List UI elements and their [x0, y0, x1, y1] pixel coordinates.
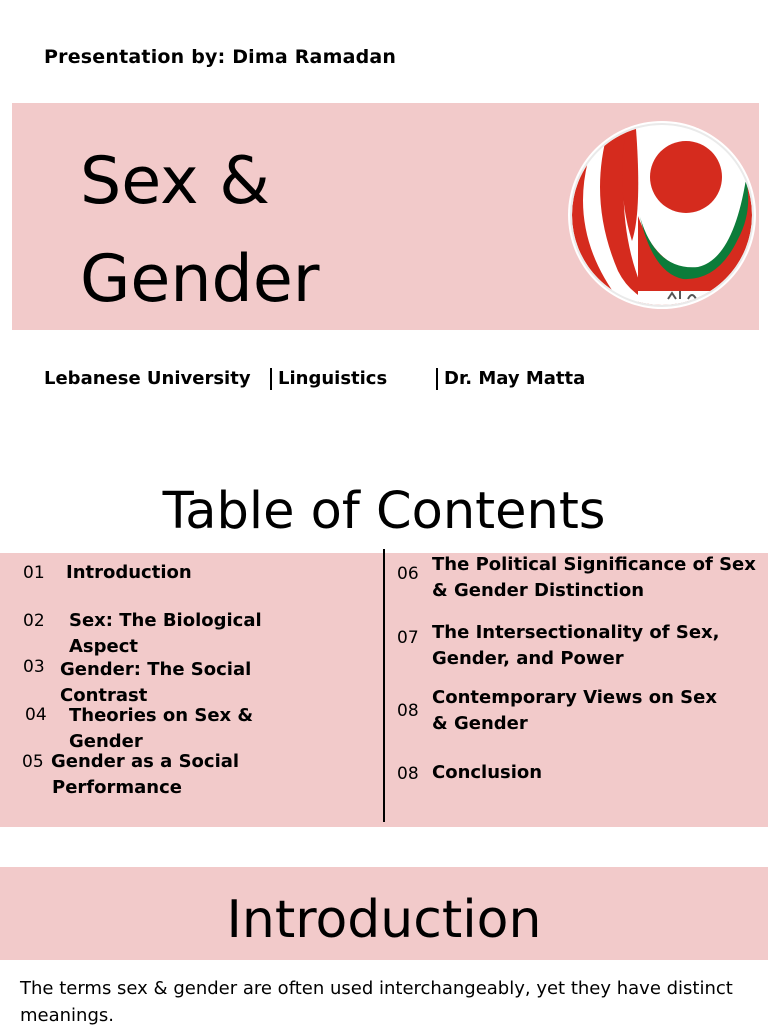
toc-number: 03	[23, 657, 45, 677]
toc-item-gender-social	[60, 657, 251, 709]
title-line-1: Sex &	[80, 144, 270, 219]
toc-item-line: Aspect	[69, 636, 139, 657]
toc-item-line: & Gender	[432, 713, 528, 734]
toc-item-line: & Gender Distinction	[432, 580, 645, 601]
toc-item-intersectionality	[432, 620, 720, 672]
toc-number: 08	[397, 701, 419, 721]
title-line-2: Gender	[80, 242, 320, 317]
toc-item-conclusion	[432, 760, 542, 786]
department-label: Linguistics	[278, 368, 388, 389]
toc-item-line: Introduction	[66, 562, 192, 583]
toc-item-performance	[51, 749, 239, 801]
toc-item-line: Contemporary Views on Sex	[432, 687, 717, 708]
toc-item-theories	[69, 703, 253, 755]
toc-item-line: Gender, and Power	[432, 648, 624, 669]
toc-item-line: Gender: The Social	[60, 659, 252, 680]
meta-divider	[270, 368, 272, 390]
toc-item-line: The Intersectionality of Sex,	[432, 622, 720, 643]
toc-number: 08	[397, 764, 419, 784]
toc-number: 02	[23, 611, 45, 631]
toc-item-sex-biological	[69, 608, 262, 660]
toc-item-line: The Political Significance of Sex	[432, 554, 756, 575]
toc-item-line: Theories on Sex &	[69, 705, 254, 726]
presenter-line: Presentation by: Dima Ramadan	[44, 46, 397, 68]
lebanese-university-logo	[568, 121, 756, 309]
toc-item-line: Sex: The Biological	[69, 610, 262, 631]
toc-number: 07	[397, 628, 419, 648]
intro-paragraph: The terms sex & gender are often used interchangeably, yet they have distinct meanings.	[20, 978, 733, 1026]
toc-item-line: Gender as a Social	[51, 751, 240, 772]
toc-number: 04	[25, 705, 47, 725]
toc-item-contemporary	[432, 685, 717, 737]
intro-heading: Introduction	[226, 890, 542, 950]
toc-item-political	[432, 552, 768, 604]
toc-item-line: Performance	[52, 777, 182, 798]
toc-number: 05	[22, 752, 44, 772]
toc-item-introduction	[66, 560, 192, 586]
university-label: Lebanese University	[44, 368, 251, 389]
toc-item-line: Conclusion	[432, 762, 543, 783]
logo-emblem-icon	[568, 121, 756, 309]
slide-title	[80, 133, 500, 329]
toc-number: 06	[397, 564, 419, 584]
toc-item-line: Gender	[69, 731, 143, 752]
toc-title: Table of Contents	[162, 482, 606, 541]
toc-divider	[383, 549, 385, 822]
toc-item-line: Contrast	[60, 685, 148, 706]
toc-number: 01	[23, 563, 45, 583]
instructor-label: Dr. May Matta	[444, 368, 586, 389]
meta-divider	[436, 368, 438, 390]
